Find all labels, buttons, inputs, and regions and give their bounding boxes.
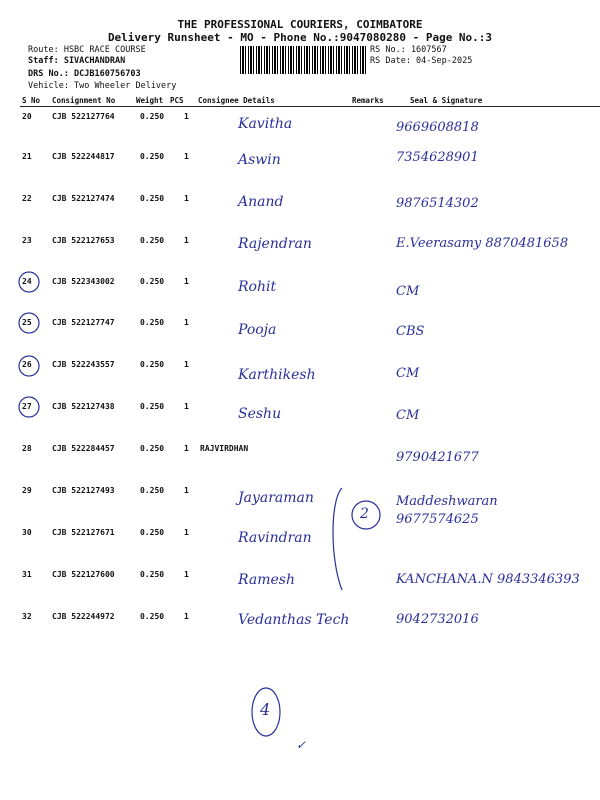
handwritten-name: Pooja (238, 322, 277, 338)
bracket-count: 2 (360, 506, 369, 522)
handwritten-name: Rohit (238, 279, 277, 295)
handwritten-signature: 9669608818 (396, 120, 479, 135)
row-weight: 0.250 (140, 277, 165, 286)
row-weight: 0.250 (140, 318, 165, 327)
row-consignment: CJB 522284457 (52, 444, 115, 453)
row-pcs: 1 (184, 486, 189, 495)
row-weight: 0.250 (140, 236, 165, 245)
row-weight: 0.250 (140, 194, 165, 203)
row-consignee: RAJVIRDHAN (200, 444, 249, 453)
handwritten-signature: 9042732016 (396, 612, 479, 627)
row-pcs: 1 (184, 528, 189, 537)
row-sno: 22 (22, 194, 32, 203)
row-consignment: CJB 522244817 (52, 152, 115, 161)
row-weight: 0.250 (140, 402, 165, 411)
handwritten-signature: CM (396, 408, 420, 423)
row-consignment: CJB 522127600 (52, 570, 115, 579)
row-pcs: 1 (184, 152, 189, 161)
row-consignment: CJB 522127438 (52, 402, 115, 411)
row-weight: 0.250 (140, 444, 165, 453)
row-pcs: 1 (184, 612, 189, 621)
row-sno: 32 (22, 612, 32, 621)
handwritten-signature: 9677574625 (396, 512, 479, 527)
handwritten-signature: 9876514302 (396, 196, 479, 211)
route-label: Route: HSBC RACE COURSE (28, 45, 146, 55)
row-pcs: 1 (184, 318, 189, 327)
handwritten-signature: CM (396, 366, 420, 381)
row-consignment: CJB 522127653 (52, 236, 115, 245)
row-consignment: CJB 522127671 (52, 528, 115, 537)
row-weight: 0.250 (140, 360, 165, 369)
rs-number: RS No.: 1607567 (370, 45, 447, 55)
row-pcs: 1 (184, 570, 189, 579)
col-consignment: Consignment No (52, 96, 116, 105)
row-pcs: 1 (184, 236, 189, 245)
row-pcs: 1 (184, 112, 189, 121)
handwritten-signature: KANCHANA.N 9843346393 (396, 572, 580, 587)
row-pcs: 1 (184, 277, 189, 286)
row-consignment: CJB 522244972 (52, 612, 115, 621)
circle-mark-25 (19, 313, 39, 333)
col-remarks: Remarks (352, 96, 384, 105)
row-consignment: CJB 522127747 (52, 318, 115, 327)
circle-mark-24 (19, 272, 39, 292)
row-sno: 30 (22, 528, 32, 537)
handwritten-name: Karthikesh (238, 367, 316, 383)
row-weight: 0.250 (140, 112, 165, 121)
row-weight: 0.250 (140, 570, 165, 579)
handwritten-signature: 7354628901 (396, 150, 479, 165)
row-weight: 0.250 (140, 152, 165, 161)
row-sno: 27 (22, 402, 32, 411)
row-sno: 23 (22, 236, 32, 245)
handwritten-signature: CM (396, 284, 420, 299)
row-consignment: CJB 522243557 (52, 360, 115, 369)
bracket-mark (333, 488, 342, 590)
row-sno: 20 (22, 112, 32, 121)
staff-label: Staff: SIVACHANDRAN (28, 56, 126, 66)
col-weight: Weight (136, 96, 164, 105)
drs-label: DRS No.: DCJB160756703 (28, 69, 141, 79)
row-weight: 0.250 (140, 612, 165, 621)
row-sno: 31 (22, 570, 32, 579)
row-consignment: CJB 522127493 (52, 486, 115, 495)
handwritten-name: Rajendran (238, 236, 312, 252)
circle-mark-26 (19, 356, 39, 376)
circle-mark-27 (19, 397, 39, 417)
row-sno: 21 (22, 152, 32, 161)
handwritten-name: Seshu (238, 406, 282, 422)
row-pcs: 1 (184, 402, 189, 411)
col-pcs: PCS (170, 96, 184, 105)
handwritten-name: Vedanthas Tech (238, 612, 350, 628)
runsheet-subtitle: Delivery Runsheet - MO - Phone No.:9047080280 - Page No.:3 (107, 31, 493, 44)
row-sno: 24 (22, 277, 32, 286)
row-sno: 25 (22, 318, 32, 327)
row-pcs: 1 (184, 194, 189, 203)
handwritten-name: Anand (238, 194, 284, 210)
handwritten-name: Ramesh (238, 572, 295, 588)
row-sno: 28 (22, 444, 32, 453)
col-sno: S No (22, 96, 41, 105)
handwritten-name: Ravindran (238, 530, 312, 546)
vehicle-label: Vehicle: Two Wheeler Delivery (28, 81, 177, 91)
handwritten-signature: CBS (396, 324, 425, 339)
rs-date: RS Date: 04-Sep-2025 (370, 56, 473, 66)
row-consignment: CJB 522343002 (52, 277, 115, 286)
row-sno: 29 (22, 486, 32, 495)
row-consignment: CJB 522127474 (52, 194, 115, 203)
page-count: 4 (260, 700, 271, 719)
col-consignee: Consignee Details (198, 96, 275, 105)
handwritten-signature: E.Veerasamy 8870481658 (396, 236, 569, 251)
col-seal: Seal & Signature (410, 96, 483, 105)
tick-mark: ✓ (296, 738, 307, 752)
handwritten-name: Kavitha (238, 116, 293, 132)
row-sno: 26 (22, 360, 32, 369)
row-weight: 0.250 (140, 486, 165, 495)
handwritten-signature: Maddeshwaran (396, 494, 498, 509)
handwritten-signature: 9790421677 (396, 450, 479, 465)
company-title: THE PROFESSIONAL COURIERS, COIMBATORE (177, 18, 423, 31)
handwritten-name: Aswin (238, 152, 281, 168)
row-pcs: 1 (184, 444, 189, 453)
row-pcs: 1 (184, 360, 189, 369)
handwritten-name: Jayaraman (238, 490, 314, 506)
row-weight: 0.250 (140, 528, 165, 537)
row-consignment: CJB 522127764 (52, 112, 115, 121)
